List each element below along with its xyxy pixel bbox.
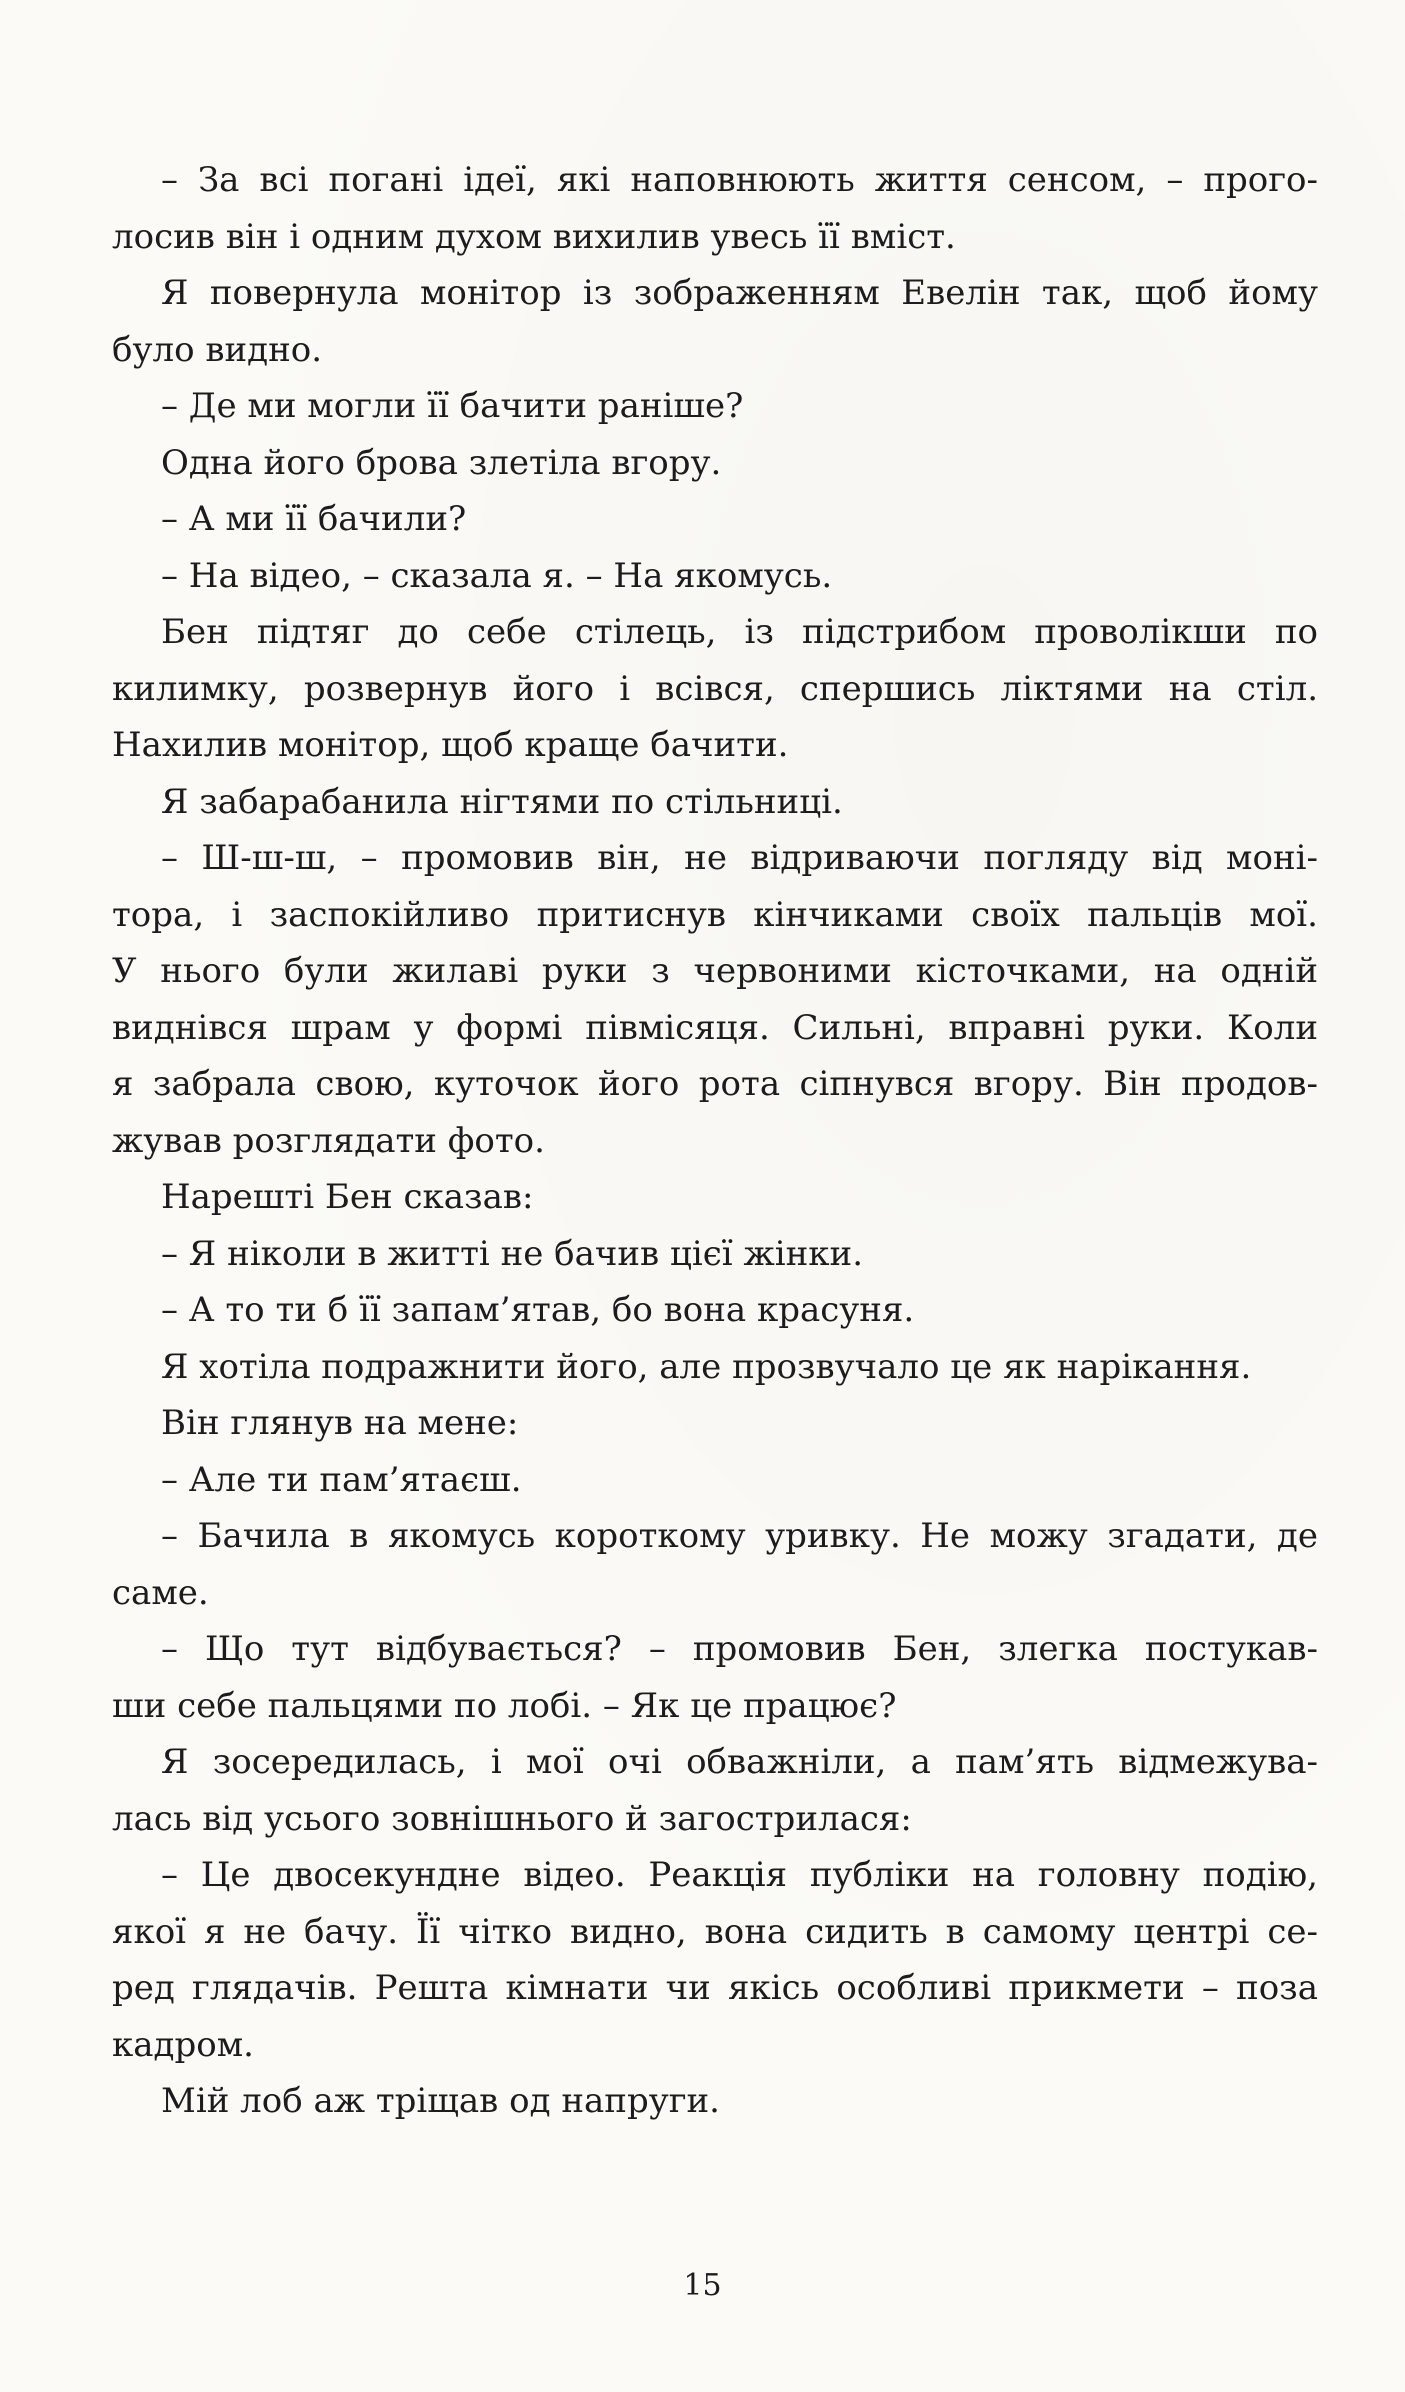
text-line: Мій лоб аж тріщав од напруги.	[161, 2081, 720, 2121]
text-line: – Ш-ш-ш, – промовив він, не відриваючи погляду від моні-	[161, 838, 1318, 878]
text-line: Я повернула монітор із зображенням Евелін так, щоб йому	[161, 273, 1318, 313]
text-line: кадром.	[112, 2024, 254, 2065]
page-body-text	[112, 152, 1318, 2130]
text-line: Він глянув на мене:	[161, 1403, 519, 1443]
text-line: було видно.	[112, 329, 323, 370]
text-line: – Але ти пам’ятаєш.	[161, 1459, 522, 1500]
text-line: – А ми її бачили?	[161, 499, 467, 539]
text-line: – Бачила в якомусь короткому уривку. Не можу згадати, де	[161, 1516, 1318, 1556]
text-line: Я забарабанила нігтями по стільниці.	[161, 781, 843, 822]
text-line: – Це двосекундне відео. Реакція публіки на головну подію,	[161, 1855, 1318, 1895]
text-line: саме.	[112, 1572, 209, 1613]
text-line: ред глядачів. Решта кімнати чи якісь особливі прикмети – поза	[112, 1968, 1318, 2008]
text-line: Я зосередилась, і мої очі обважніли, а пам’ять відмежува-	[161, 1742, 1318, 1782]
text-line: Нахилив монітор, щоб краще бачити.	[112, 725, 789, 765]
page-number: 15	[683, 2268, 722, 2303]
text-line: – А то ти б її запам’ятав, бо вона красуня.	[161, 1290, 915, 1330]
text-line: я забрала свою, куточок його рота сіпнувся вгору. Він продов-	[112, 1064, 1318, 1104]
text-line: виднівся шрам у формі півмісяця. Сильні, вправні руки. Коли	[112, 1007, 1318, 1048]
text-line: – Де ми могли її бачити раніше?	[161, 386, 744, 426]
text-line: – Я ніколи в житті не бачив цієї жінки.	[161, 1233, 863, 1274]
text-line: – Що тут відбувається? – промовив Бен, злегка постукав-	[161, 1629, 1318, 1669]
text-line: Одна його брова злетіла вгору.	[161, 442, 722, 483]
text-line: лась від усього зовнішнього й загострилася:	[112, 1798, 912, 1839]
text-line: якої я не бачу. Її чітко видно, вона сидить в самому центрі се-	[112, 1911, 1318, 1952]
text-line: Бен підтяг до себе стілець, із підстрибом проволікши по	[161, 612, 1318, 652]
text-line: – За всі погані ідеї, які наповнюють життя сенсом, – прого-	[161, 160, 1318, 200]
text-line: У нього були жилаві руки з червоними кісточками, на одній	[112, 951, 1318, 991]
text-line: лосив він і одним духом вихилив увесь її вміст.	[112, 216, 956, 257]
text-line: ши себе пальцями по лобі. – Як це працює?	[112, 1685, 897, 1726]
text-line: Нарешті Бен сказав:	[161, 1177, 534, 1217]
text-line: – На відео, – сказала я. – На якомусь.	[161, 555, 833, 596]
text-line: килимку, розвернув його і всівся, спершись ліктями на стіл.	[112, 668, 1318, 709]
text-line: тора, і заспокійливо притиснув кінчиками своїх пальців мої.	[112, 894, 1318, 935]
text-line: Я хотіла подражнити його, але прозвучало це як нарікання.	[161, 1346, 1252, 1387]
text-line: жував розглядати фото.	[112, 1120, 545, 1161]
